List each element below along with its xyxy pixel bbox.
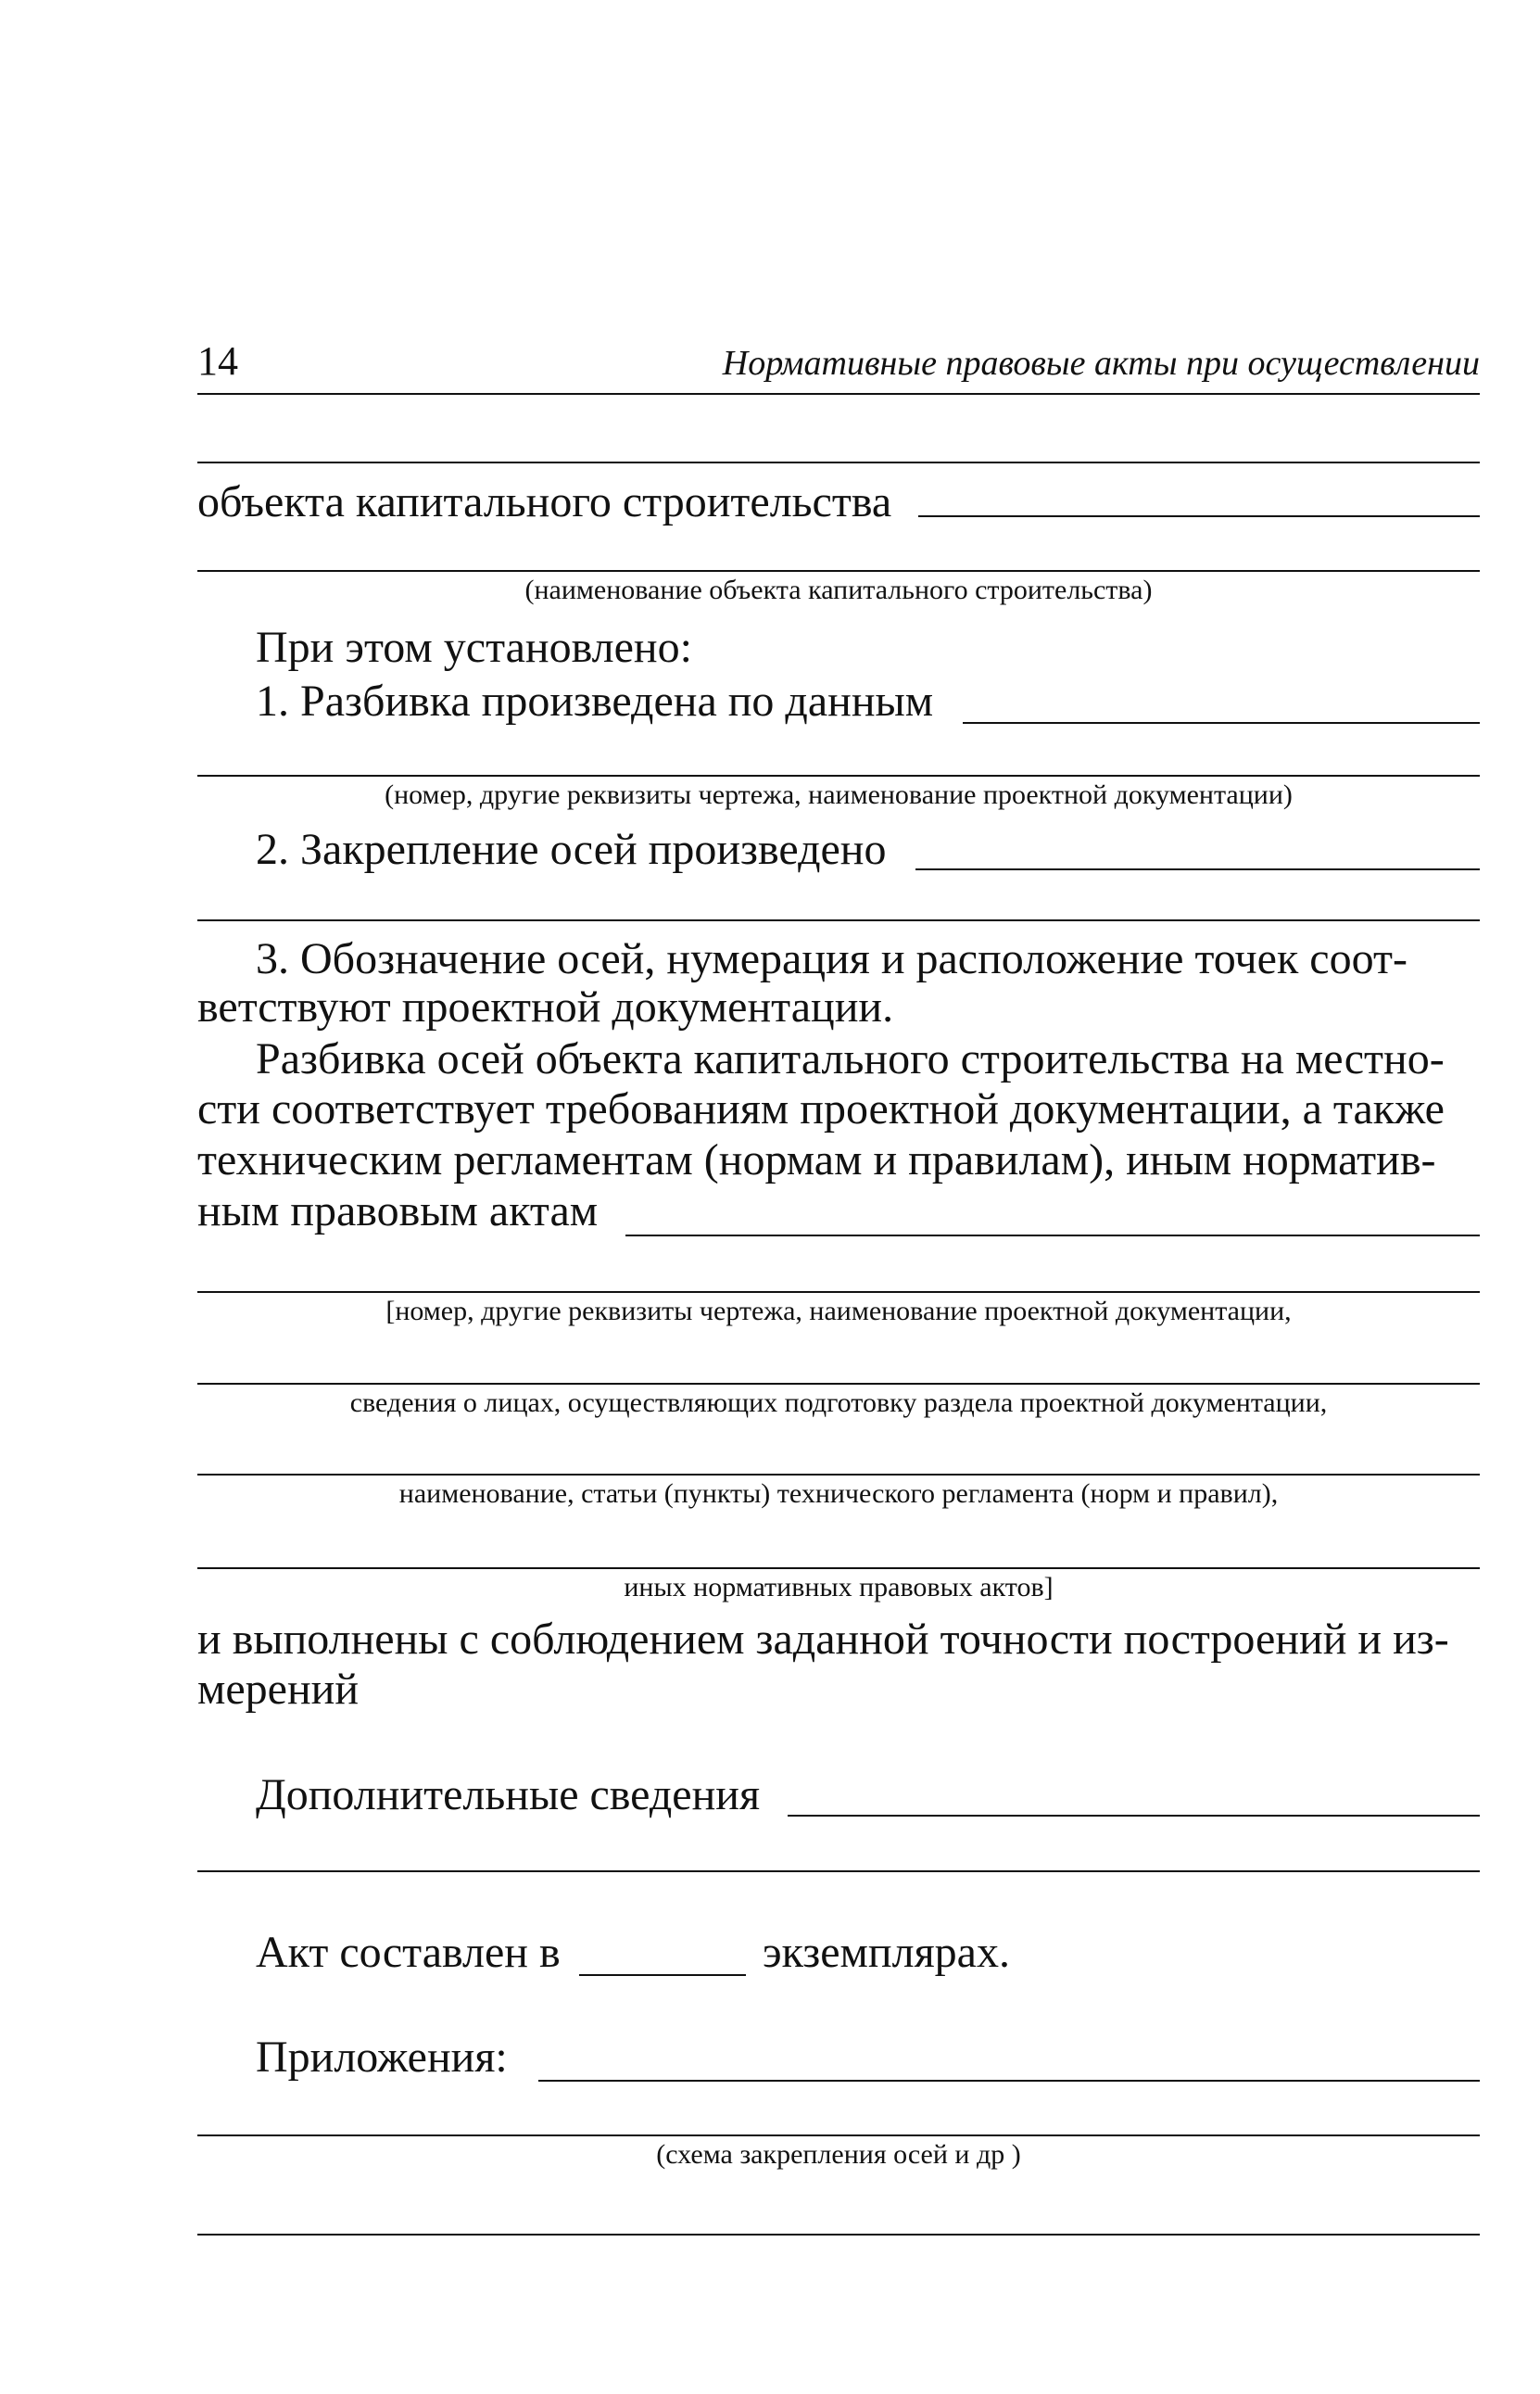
copies-prefix: Акт составлен в — [256, 1928, 561, 1977]
blank-line — [197, 1567, 1480, 1569]
caption-block-4: иных нормативных правовых актов] — [624, 1572, 1054, 1602]
compliance-line4: ным правовым актам — [197, 1186, 599, 1235]
blank-line — [197, 2134, 1480, 2136]
accuracy-line1: и выполнены с соблюдением заданной точности построений и из- — [197, 1615, 1449, 1664]
copies-suffix: экземплярах. — [763, 1928, 1010, 1977]
attachments-caption: (схема закрепления осей и др ) — [656, 2139, 1021, 2170]
blank-line — [197, 1474, 1480, 1476]
document-page — [197, 338, 1480, 2250]
object-caption: (наименование объекта капитального строительства) — [524, 575, 1153, 605]
compliance-line1: Разбивка осей объекта капитального строительства на местно- — [256, 1034, 1445, 1083]
additional-label: Дополнительные сведения — [256, 1770, 761, 1819]
blank-line — [197, 919, 1480, 921]
additional-fill-line[interactable] — [788, 1815, 1480, 1817]
blank-line — [197, 570, 1480, 572]
header-rule — [197, 393, 1480, 395]
caption-block-3: наименование, статьи (пункты) технического регламента (норм и правил), — [398, 1478, 1279, 1509]
item1-fill-line[interactable] — [963, 722, 1480, 724]
established-intro: При этом установлено: — [256, 623, 692, 672]
blank-line — [197, 1291, 1480, 1293]
attachments-label: Приложения: — [256, 2033, 508, 2082]
blank-line — [197, 1383, 1480, 1385]
blank-line — [197, 2234, 1480, 2236]
item1-label: 1. Разбивка произведена по данным — [256, 677, 934, 726]
caption-block-2: сведения о лицах, осуществляющих подготовку раздела проектной документации, — [349, 1387, 1328, 1418]
page-number: 14 — [197, 338, 238, 384]
item1-caption: (номер, другие реквизиты чертежа, наименование проектной документации) — [385, 779, 1293, 810]
accuracy-line2: мерений — [197, 1665, 360, 1714]
object-line-label: объекта капитального строительства — [197, 477, 892, 526]
blank-line — [197, 775, 1480, 777]
compliance-fill-line[interactable] — [625, 1235, 1480, 1236]
item3-line1: 3. Обозначение осей, нумерация и расположение точек соот- — [256, 934, 1407, 983]
item3-line2: ветствуют проектной документации. — [197, 982, 894, 1032]
item2-fill-line[interactable] — [915, 868, 1480, 870]
blank-line — [197, 462, 1480, 463]
blank-line — [197, 1870, 1480, 1872]
running-title: Нормативные правовые акты при осуществлении — [722, 344, 1480, 383]
attachments-fill-line[interactable] — [538, 2080, 1480, 2082]
item2-label: 2. Закрепление осей произведено — [256, 825, 887, 874]
object-fill-line[interactable] — [918, 515, 1480, 517]
caption-block-1: [номер, другие реквизиты чертежа, наименование проектной документации, — [385, 1296, 1292, 1326]
compliance-line2: сти соответствует требованиям проектной документации, а также — [197, 1084, 1445, 1134]
compliance-line3: техническим регламентам (нормам и правилам), иным норматив- — [197, 1135, 1436, 1184]
copies-fill-line[interactable] — [579, 1974, 746, 1976]
